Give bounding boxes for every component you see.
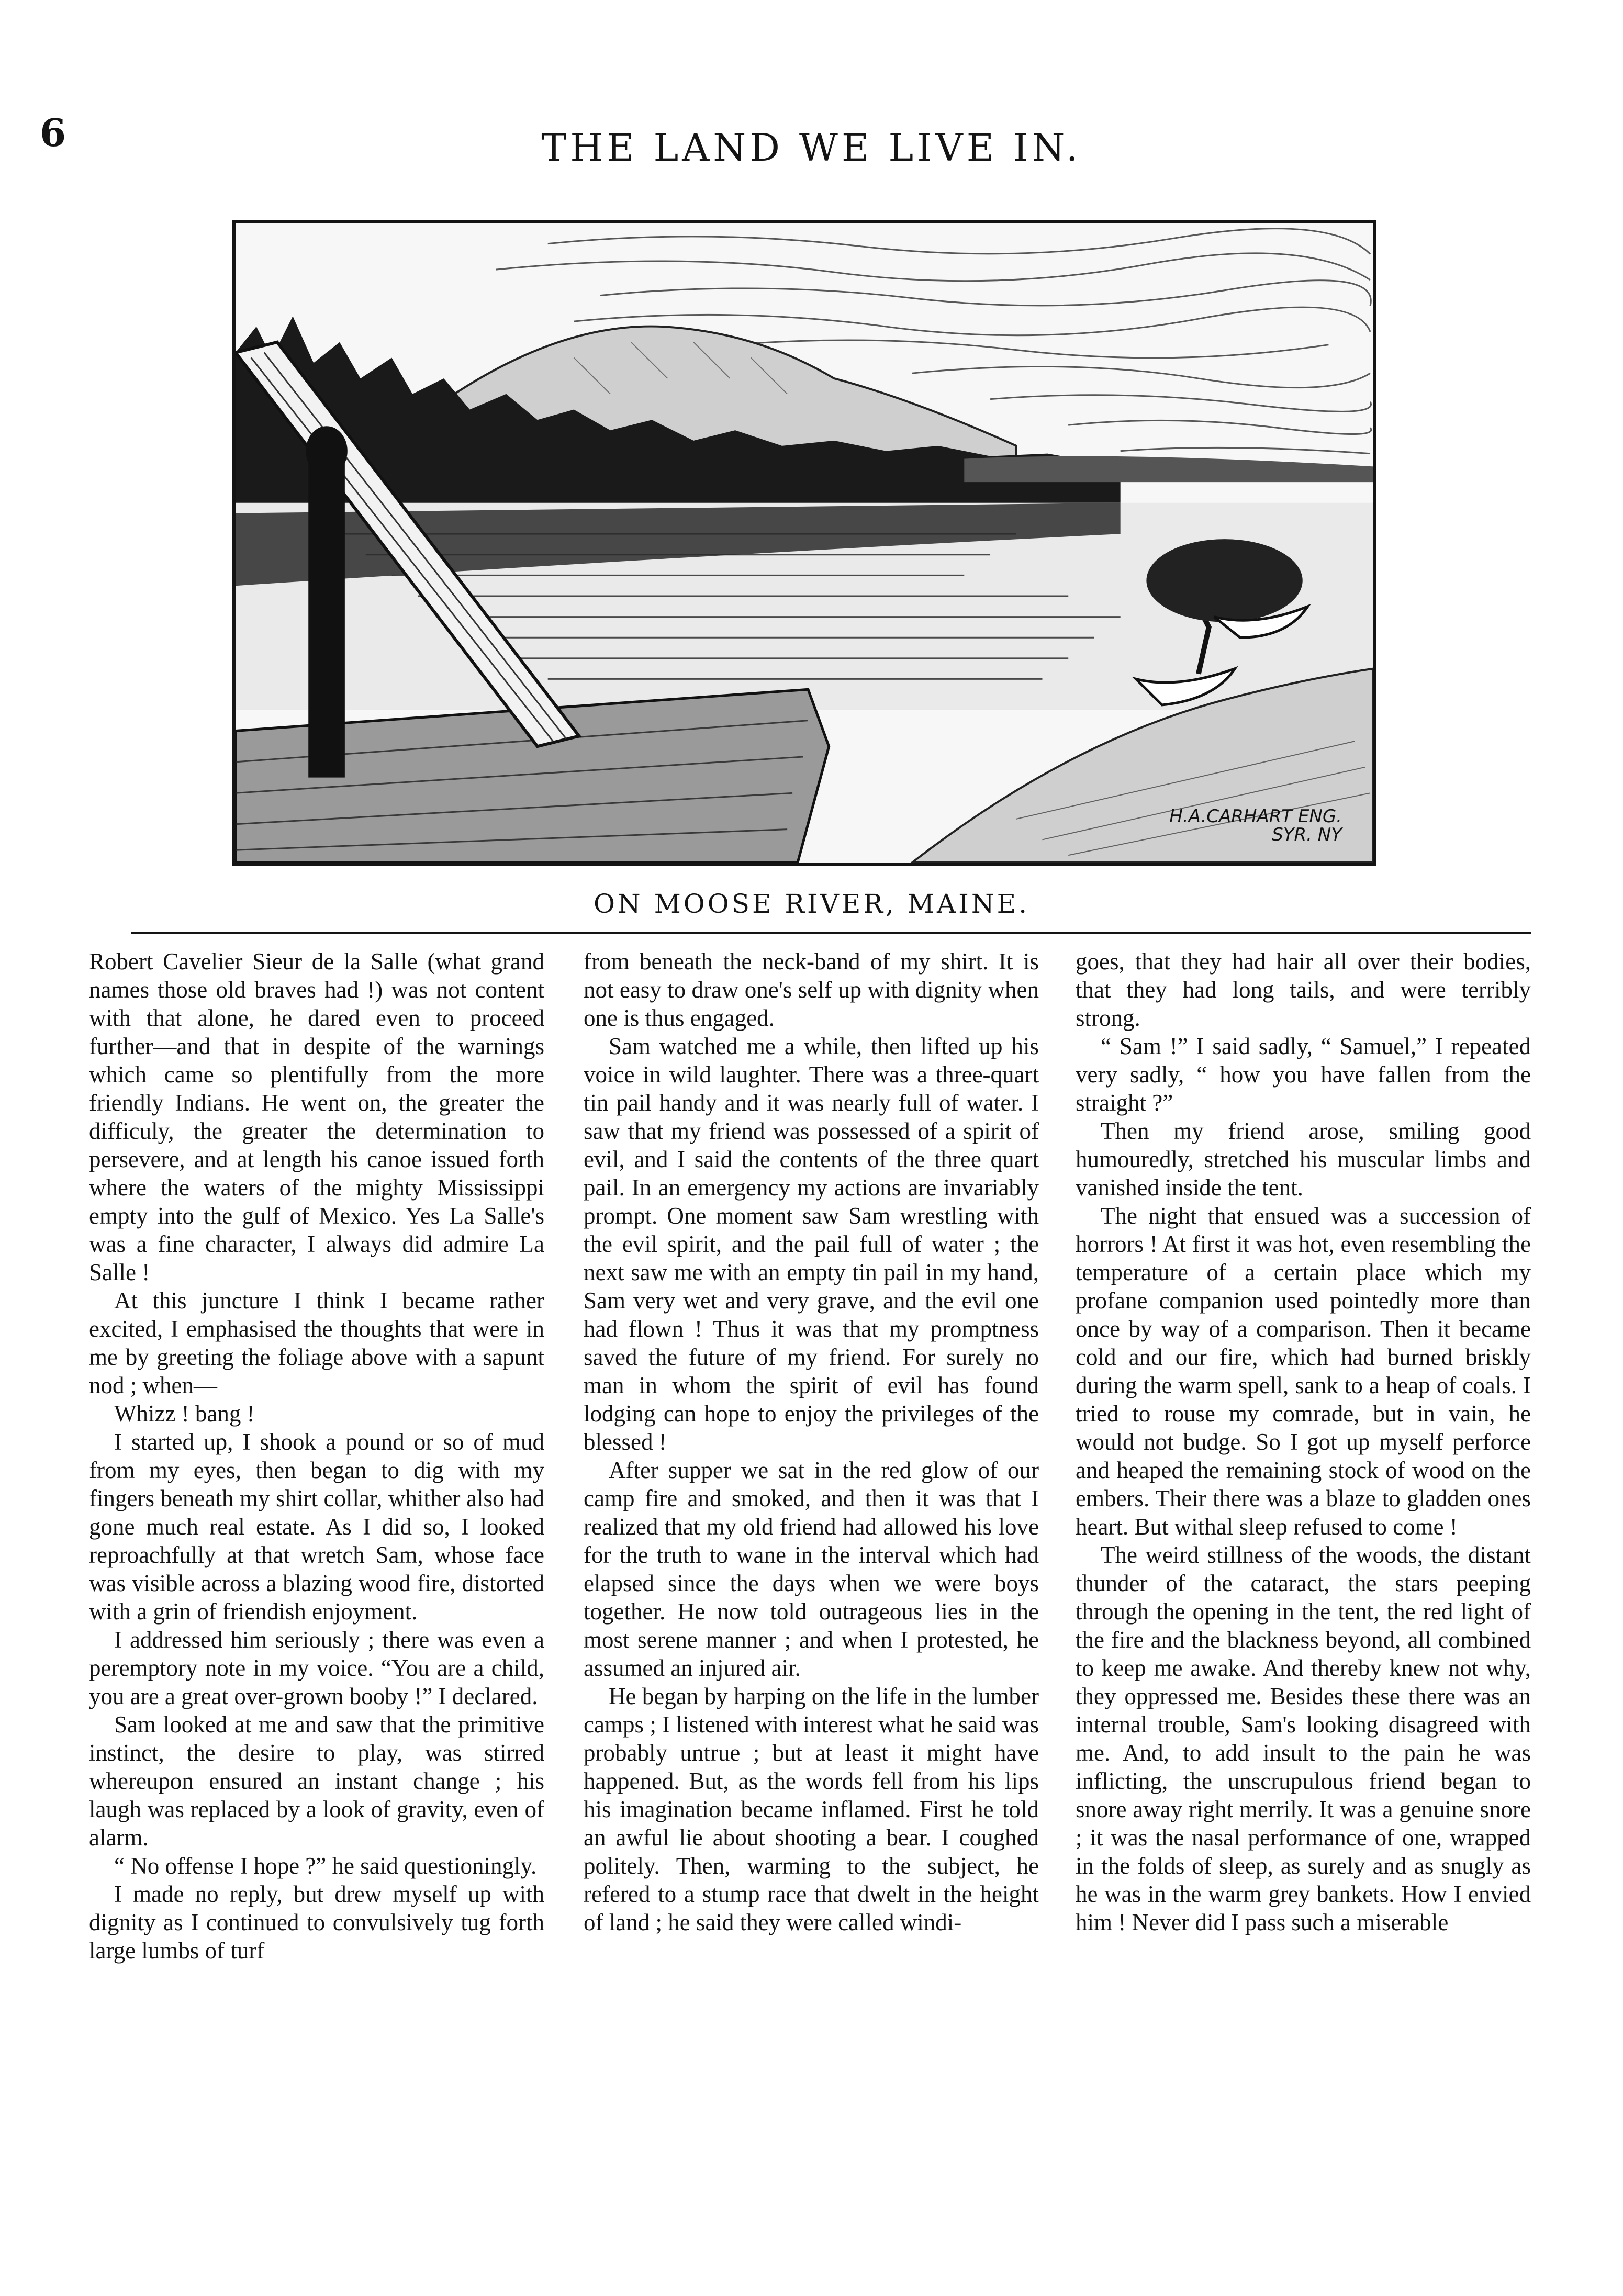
paragraph: Sam watched me a while, then lifted up his voice in wild laughter. There was a three-quart tin pail handy and it was nearly full of water. I saw that my friend was possessed of a spirit of evil, and I said the contents of the three quart pail. In an emergency my actions are invariably prompt. One moment saw Sam wrestling with the evil spirit, and the pail full of water ; the next saw me with an empty tin pail in my hand, Sam very wet and very grave, and the evil one had flown ! Thus it was that my promptness saved the future of my friend. For surely no man in whom the spirit of evil has found lodging can hope to enjoy the privileges of the blessed !	[584, 1033, 1039, 1455]
paragraph: The night that ensued was a succession of horrors ! At first it was hot, even resembling the temperature of a certain place which my profane companion used pointedly more than once by way of a comparison. Then it became cold and our fire, which had burned briskly during the warm spell, sank to a heap of coals. I tried to rouse my comrade, but in vain, he would not budge. So I got up myself perforce and heaped the remaining stock of wood on the embers. Their there was a blaze to gladden ones heart. But withal sleep refused to come !	[1076, 1203, 1531, 1540]
text-column-2	[584, 947, 1039, 2240]
engraver-signature: H.A.CARHART ENG. SYR. NY	[1169, 805, 1342, 846]
text-column-1	[89, 947, 544, 2240]
paragraph: He began by harping on the life in the lumber camps ; I listened with interest what he said was probably untrue ; but at least it might have happened. But, as the words fell from his lips his imagination became inflamed. First he told an awful lie about shooting a bear. I coughed politely. Then, warming to the subject, he refered to a stump race that dwelt in the height of land ; he said they were called windi-	[584, 1683, 1039, 1935]
page-number: 6	[40, 110, 66, 155]
section-divider	[131, 932, 1531, 934]
paragraph: “ No offense I hope ?” he said questioningly.	[114, 1853, 537, 1879]
paragraph: After supper we sat in the red glow of our camp fire and smoked, and then it was that I realized that my old friend had allowed his love for the truth to wane in the interval which had elapsed since the days when we were boys together. He now told outrageous lies in the most serene manner ; and when I protested, he assumed an injured air.	[584, 1457, 1039, 1681]
paragraph: goes, that they had hair all over their bodies, that they had long tails, and were terribly strong.	[1076, 948, 1531, 1031]
text-column-3	[1076, 947, 1531, 2240]
illustration-caption: ON MOOSE RIVER, MAINE.	[593, 889, 1030, 919]
paragraph: “ Sam !” I said sadly, “ Samuel,” I repeated very sadly, “ how you have fallen from the straight ?”	[1076, 1033, 1531, 1116]
paragraph: from beneath the neck-band of my shirt. It is not easy to draw one's self up with dignity when one is thus engaged.	[584, 948, 1039, 1031]
paragraph: Whizz ! bang !	[114, 1401, 255, 1427]
paragraph: Then my friend arose, smiling good humouredly, stretched his muscular limbs and vanished inside the tent.	[1076, 1118, 1531, 1201]
paragraph: I made no reply, but drew myself up with dignity as I continued to convulsively tug forth large lumbs of turf	[89, 1881, 544, 1964]
moose-river-scene	[236, 223, 1373, 863]
paragraph: At this juncture I think I became rather excited, I emphasised the thoughts that were in me by greeting the foliage above with a sapunt nod ; when—	[89, 1287, 544, 1398]
running-head: THE LAND WE LIVE IN.	[541, 126, 1082, 170]
paragraph: Sam looked at me and saw that the primitive instinct, the desire to play, was stirred whereupon ensured an instant change ; his laugh was replaced by a look of gravity, even of alarm.	[89, 1711, 544, 1851]
paragraph: The weird stillness of the woods, the distant thunder of the cataract, the stars peeping through the opening in the tent, the red light of the fire and the blackness beyond, all combined to keep me awake. And thereby knew not why, they oppressed me. Besides these there was an internal trouble, Sam's looking disagreed with me. And, to add insult to the pain he was inflicting, the unscrupulous friend began to snore away right merrily. It was a genuine snore ; it was the nasal performance of one, wrapped in the folds of sleep, as surely and as snugly as he was in the warm grey bankets. How I envied him ! Never did I pass such a miserable	[1076, 1542, 1531, 1935]
illustration-engraving	[232, 220, 1376, 866]
paragraph: I started up, I shook a pound or so of mud from my eyes, then began to dig with my fingers beneath my shirt collar, whither also had gone much real estate. As I did so, I looked reproachfully at that wretch Sam, whose face was visible across a blazing wood fire, distorted with a grin of friendish enjoyment.	[89, 1429, 544, 1625]
paragraph: I addressed him seriously ; there was even a peremptory note in my voice. “You are a child, you are a great over-grown booby !” I declared.	[89, 1627, 544, 1709]
paragraph: Robert Cavelier Sieur de la Salle (what grand names those old braves had !) was not content with that alone, he dared even to proceed further—and that in despite of the warnings which came so plentifully from the more friendly Indians. He went on, the greater the difficuly, the greater the determination to persevere, and at length his canoe issued forth where the waters of the mighty Mississippi empty into the gulf of Mexico. Yes La Salle's was a fine character, I always did admire La Salle !	[89, 948, 544, 1285]
standing-figure	[306, 426, 348, 777]
